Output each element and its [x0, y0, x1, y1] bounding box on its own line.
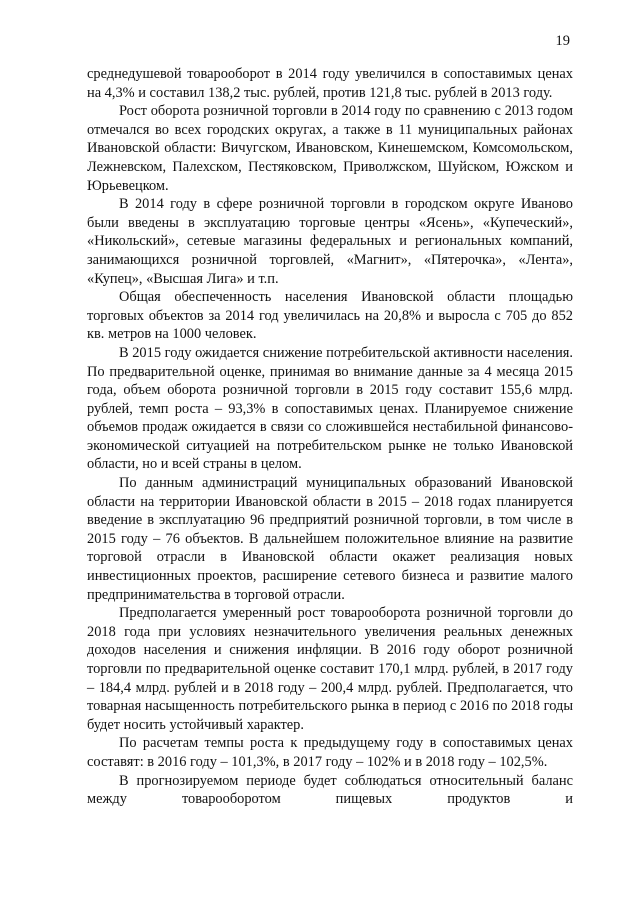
paragraph: Рост оборота розничной торговли в 2014 году по сравнению с 2013 годом отмечался во всех городских округах, а также в 11 муниципальных районах Ивановской области: Вичугском, Ивановском, Кинешемском, Комсомольском, Лежневском, Палехском, Пестяковском, Приволжском, Шуйском, Южском и Юрьевецком. [87, 103, 573, 194]
paragraph: среднедушевой товарооборот в 2014 году увеличился в сопоставимых ценах на 4,3% и составил 138,2 тыс. рублей, против 121,8 тыс. рублей в 2013 году. [87, 66, 573, 101]
paragraph: Предполагается умеренный рост товарооборота розничной торговли до 2018 года при условиях незначительного увеличения реальных денежных доходов населения и снижения инфляции. В 2016 году оборот розничной торговли по предварительной оценке составит 170,1 млрд. рублей, в 2017 году – 184,4 млрд. рублей и в 2018 году – 200,4 млрд. рублей. Предполагается, что товарная насыщенность потребительского рынка в период с 2016 по 2018 годы будет носить устойчивый характер. [87, 605, 573, 733]
page-number: 19 [555, 33, 570, 49]
paragraph: Общая обеспеченность населения Ивановской области площадью торговых объектов за 2014 год увеличилась на 20,8% и выросла с 705 до 852 кв. метров на 1000 человек. [87, 289, 573, 343]
paragraph: В 2014 году в сфере розничной торговли в городском округе Иваново были введены в эксплуатацию торговые центры «Ясень», «Купеческий», «Никольский», сетевые магазины федеральных и региональных компаний, занимающихся розничной торговлей, «Магнит», «Пятерочка», «Лента», «Купец», «Высшая Лига» и т.п. [87, 196, 573, 287]
paragraph: В 2015 году ожидается снижение потребительской активности населения. По предварительной оценке, принимая во внимание данные за 4 месяца 2015 года, объем оборота розничной торговли в 2015 году составит 155,6 млрд. рублей, темп роста – 93,3% в сопоставимых ценах. Планируемое снижение объемов продаж ожидается в связи со сложившейся нестабильной финансово-экономической ситуацией на потребительском рынке не только Ивановской области, но и всей страны в целом. [87, 344, 573, 473]
paragraph: В прогнозируемом периоде будет соблюдаться относительный баланс между товарооборотом пищевых продуктов и [87, 772, 573, 808]
paragraph: По данным администраций муниципальных образований Ивановской области на территории Ивановской области в 2015 – 2018 годах планируется введение в эксплуатацию 96 предприятий розничной торговли, в том числе в 2015 году – 76 объектов. В дальнейшем положительное влияние на развитие торговой отрасли в Ивановской области окажет реализация новых инвестиционных проектов, расширение сетевого бизнеса и развитие малого предпринимательства в торговой отрасли. [87, 475, 573, 603]
document-body [87, 65, 573, 809]
paragraph: По расчетам темпы роста к предыдущему году в сопоставимых ценах составят: в 2016 году – 101,3%, в 2017 году – 102% и в 2018 году – 102,5%. [87, 735, 573, 770]
